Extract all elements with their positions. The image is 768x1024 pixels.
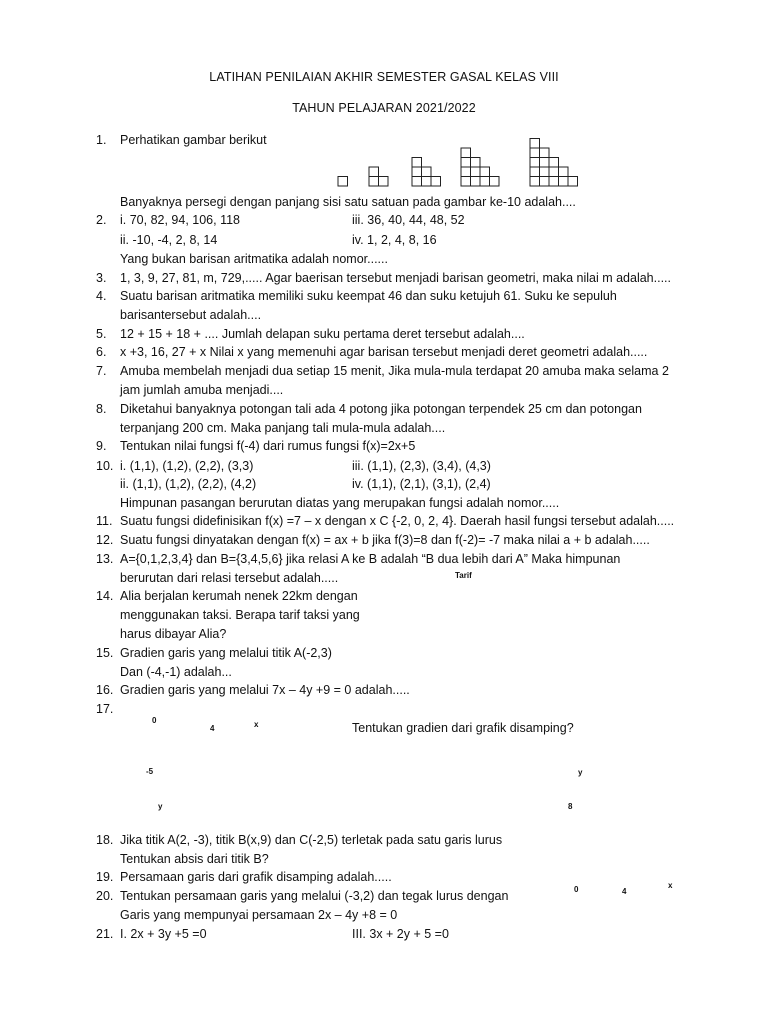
unit-square [549,158,559,168]
unit-square [549,177,559,187]
unit-square [568,177,578,187]
q2-option-ii: ii. -10, -4, 2, 8, 14 [120,233,218,247]
unit-square [412,167,422,177]
unit-square [461,177,471,187]
q4-number: 4. [96,289,107,303]
q16-text: Gradien garis yang melalui 7x – 4y +9 = 0 adalah..... [120,683,410,697]
q14-text-cont2: harus dibayar Alia? [120,627,227,641]
graph2-y-label: y [578,768,583,777]
q3-text: 1, 3, 9, 27, 81, m, 729,..... Agar baerisan tersebut menjadi barisan geometri, maka nilai m adalah..... [120,271,671,285]
graph3-x-label: x [668,881,673,890]
q7-text: Amuba membelah menjadi dua setiap 15 menit, Jika mula-mula terdapat 20 amuba maka selama 2 [120,364,669,378]
q14-number: 14. [96,589,114,603]
q13-number: 13. [96,552,114,566]
unit-square [480,167,490,177]
q15-number: 15. [96,646,114,660]
graph1-y-label: y [158,802,163,811]
unit-square [422,167,432,177]
unit-square [530,158,540,168]
q10-number: 10. [96,459,114,473]
header-year: TAHUN PELAJARAN 2021/2022 [292,101,476,115]
unit-square [461,167,471,177]
q13-text-cont: berurutan dari relasi tersebut adalah..... [120,571,339,585]
unit-square [461,158,471,168]
q2-option-i: i. 70, 82, 94, 106, 118 [120,213,241,227]
q7-text-cont: jam jumlah amuba menjadi.... [120,383,284,397]
q9-number: 9. [96,439,107,453]
unit-square [412,158,422,168]
q4-text: Suatu barisan aritmatika memiliki suku keempat 46 dan suku ketujuh 61. Suku ke sepuluh [120,289,617,303]
q15-text: Gradien garis yang melalui titik A(-2,3) [120,646,332,660]
q2-number: 2. [96,213,107,227]
q14-text-cont: menggunakan taksi. Berapa tarif taksi yang [120,608,360,622]
staircase-figure-2 [369,167,388,186]
q17-number: 17. [96,702,114,716]
staircase-figure-3 [412,158,441,187]
unit-square [379,177,389,187]
q16-number: 16. [96,683,114,697]
q6-number: 6. [96,345,107,359]
q2-option-iv: iv. 1, 2, 4, 8, 16 [352,233,437,247]
q20-number: 20. [96,889,114,903]
q5-text: 12 + 15 + 18 + .... Jumlah delapan suku pertama deret tersebut adalah.... [120,327,525,341]
q20-text-cont: Garis yang mempunyai persamaan 2x – 4y +8 = 0 [120,908,398,922]
q21-number: 21. [96,927,114,941]
unit-square [461,148,471,158]
unit-square [530,177,540,187]
q14-text: Alia berjalan kerumah nenek 22km dengan [120,589,358,603]
q8-text-cont: terpanjang 200 cm. Maka panjang tali mula-mula adalah.... [120,421,446,435]
q6-text: x +3, 16, 27 + x Nilai x yang memenuhi agar barisan tersebut menjadi deret geometri adalah..... [120,345,648,359]
graph3-origin-label: 0 [574,885,579,894]
q21-option-i: I. 2x + 3y +5 =0 [120,927,207,941]
q15-text-cont: Dan (-4,-1) adalah... [120,665,232,679]
q2-followup: Yang bukan barisan aritmatika adalah nomor...... [120,252,388,266]
q12-text: Suatu fungsi dinyatakan dengan f(x) = ax + b jika f(3)=8 dan f(-2)= -7 maka nilai a + b adalah..... [120,533,650,547]
q10-option-iii: iii. (1,1), (2,3), (3,4), (4,3) [352,459,491,473]
unit-square [530,139,540,149]
q4-text-cont: barisantersebut adalah.... [120,308,262,322]
graph1-origin-label: 0 [152,716,157,725]
q13-text: A={0,1,2,3,4} dan B={3,4,5,6} jika relasi A ke B adalah “B dua lebih dari A” Maka himpunan [120,552,621,566]
unit-square [530,148,540,158]
graph3-four-label: 4 [622,887,627,896]
q17-text: Tentukan gradien dari grafik disamping? [352,721,574,735]
q5-number: 5. [96,327,107,341]
q12-number: 12. [96,533,114,547]
q21-option-iii: III. 3x + 2y + 5 =0 [352,927,449,941]
unit-square [471,177,481,187]
q19-number: 19. [96,870,114,884]
q2-option-iii: iii. 36, 40, 44, 48, 52 [352,213,465,227]
graph1-neg5-label: -5 [146,767,154,776]
q18-text: Jika titik A(2, -3), titik B(x,9) dan C(-2,5) terletak pada satu garis lurus [120,833,503,847]
unit-square [471,167,481,177]
unit-square [540,167,550,177]
q11-number: 11. [96,514,113,528]
q18-number: 18. [96,833,114,847]
unit-square [422,177,432,187]
unit-square [559,177,569,187]
q8-number: 8. [96,402,107,416]
unit-square [540,148,550,158]
q3-number: 3. [96,271,107,285]
q7-number: 7. [96,364,107,378]
q10-option-ii: ii. (1,1), (1,2), (2,2), (4,2) [120,477,257,491]
unit-square [471,158,481,168]
unit-square [540,177,550,187]
unit-square [530,167,540,177]
q18-text-cont: Tentukan absis dari titik B? [120,852,269,866]
staircase-figure-5 [530,139,578,187]
unit-square [369,167,379,177]
graph2-eight-label: 8 [568,802,573,811]
q10-option-i: i. (1,1), (1,2), (2,2), (3,3) [120,459,254,473]
q8-text: Diketahui banyaknya potongan tali ada 4 potong jika potongan terpendek 25 cm dan potongan [120,402,642,416]
q10-option-iv: iv. (1,1), (2,1), (3,1), (2,4) [352,477,491,491]
staircase-figure-4 [461,148,499,186]
graph1-four-label: 4 [210,724,215,733]
graph1-x-label: x [254,720,259,729]
q1-text: Perhatikan gambar berikut [120,133,267,147]
unit-square [431,177,441,187]
q10-followup: Himpunan pasangan berurutan diatas yang merupakan fungsi adalah nomor..... [120,496,560,510]
unit-square [338,177,348,187]
unit-square [549,167,559,177]
unit-square [490,177,500,187]
q19-text: Persamaan garis dari grafik disamping adalah..... [120,870,392,884]
q20-text: Tentukan persamaan garis yang melalui (-3,2) dan tegak lurus dengan [120,889,509,903]
header-title: LATIHAN PENILAIAN AKHIR SEMESTER GASAL KELAS VIII [209,70,559,84]
q1-number: 1. [96,133,107,147]
q9-text: Tentukan nilai fungsi f(-4) dari rumus fungsi f(x)=2x+5 [120,439,416,453]
q11-text: Suatu fungsi didefinisikan f(x) =7 – x dengan x C {-2, 0, 2, 4}. Daerah hasil fungsi tersebut adalah..... [120,514,675,528]
staircase-figure-1 [338,177,348,187]
unit-square [369,177,379,187]
unit-square [412,177,422,187]
q1-followup: Banyaknya persegi dengan panjang sisi satu satuan pada gambar ke-10 adalah.... [120,195,576,209]
unit-square [540,158,550,168]
unit-square [559,167,569,177]
unit-square [480,177,490,187]
tarif-label: Tarif [455,571,472,580]
